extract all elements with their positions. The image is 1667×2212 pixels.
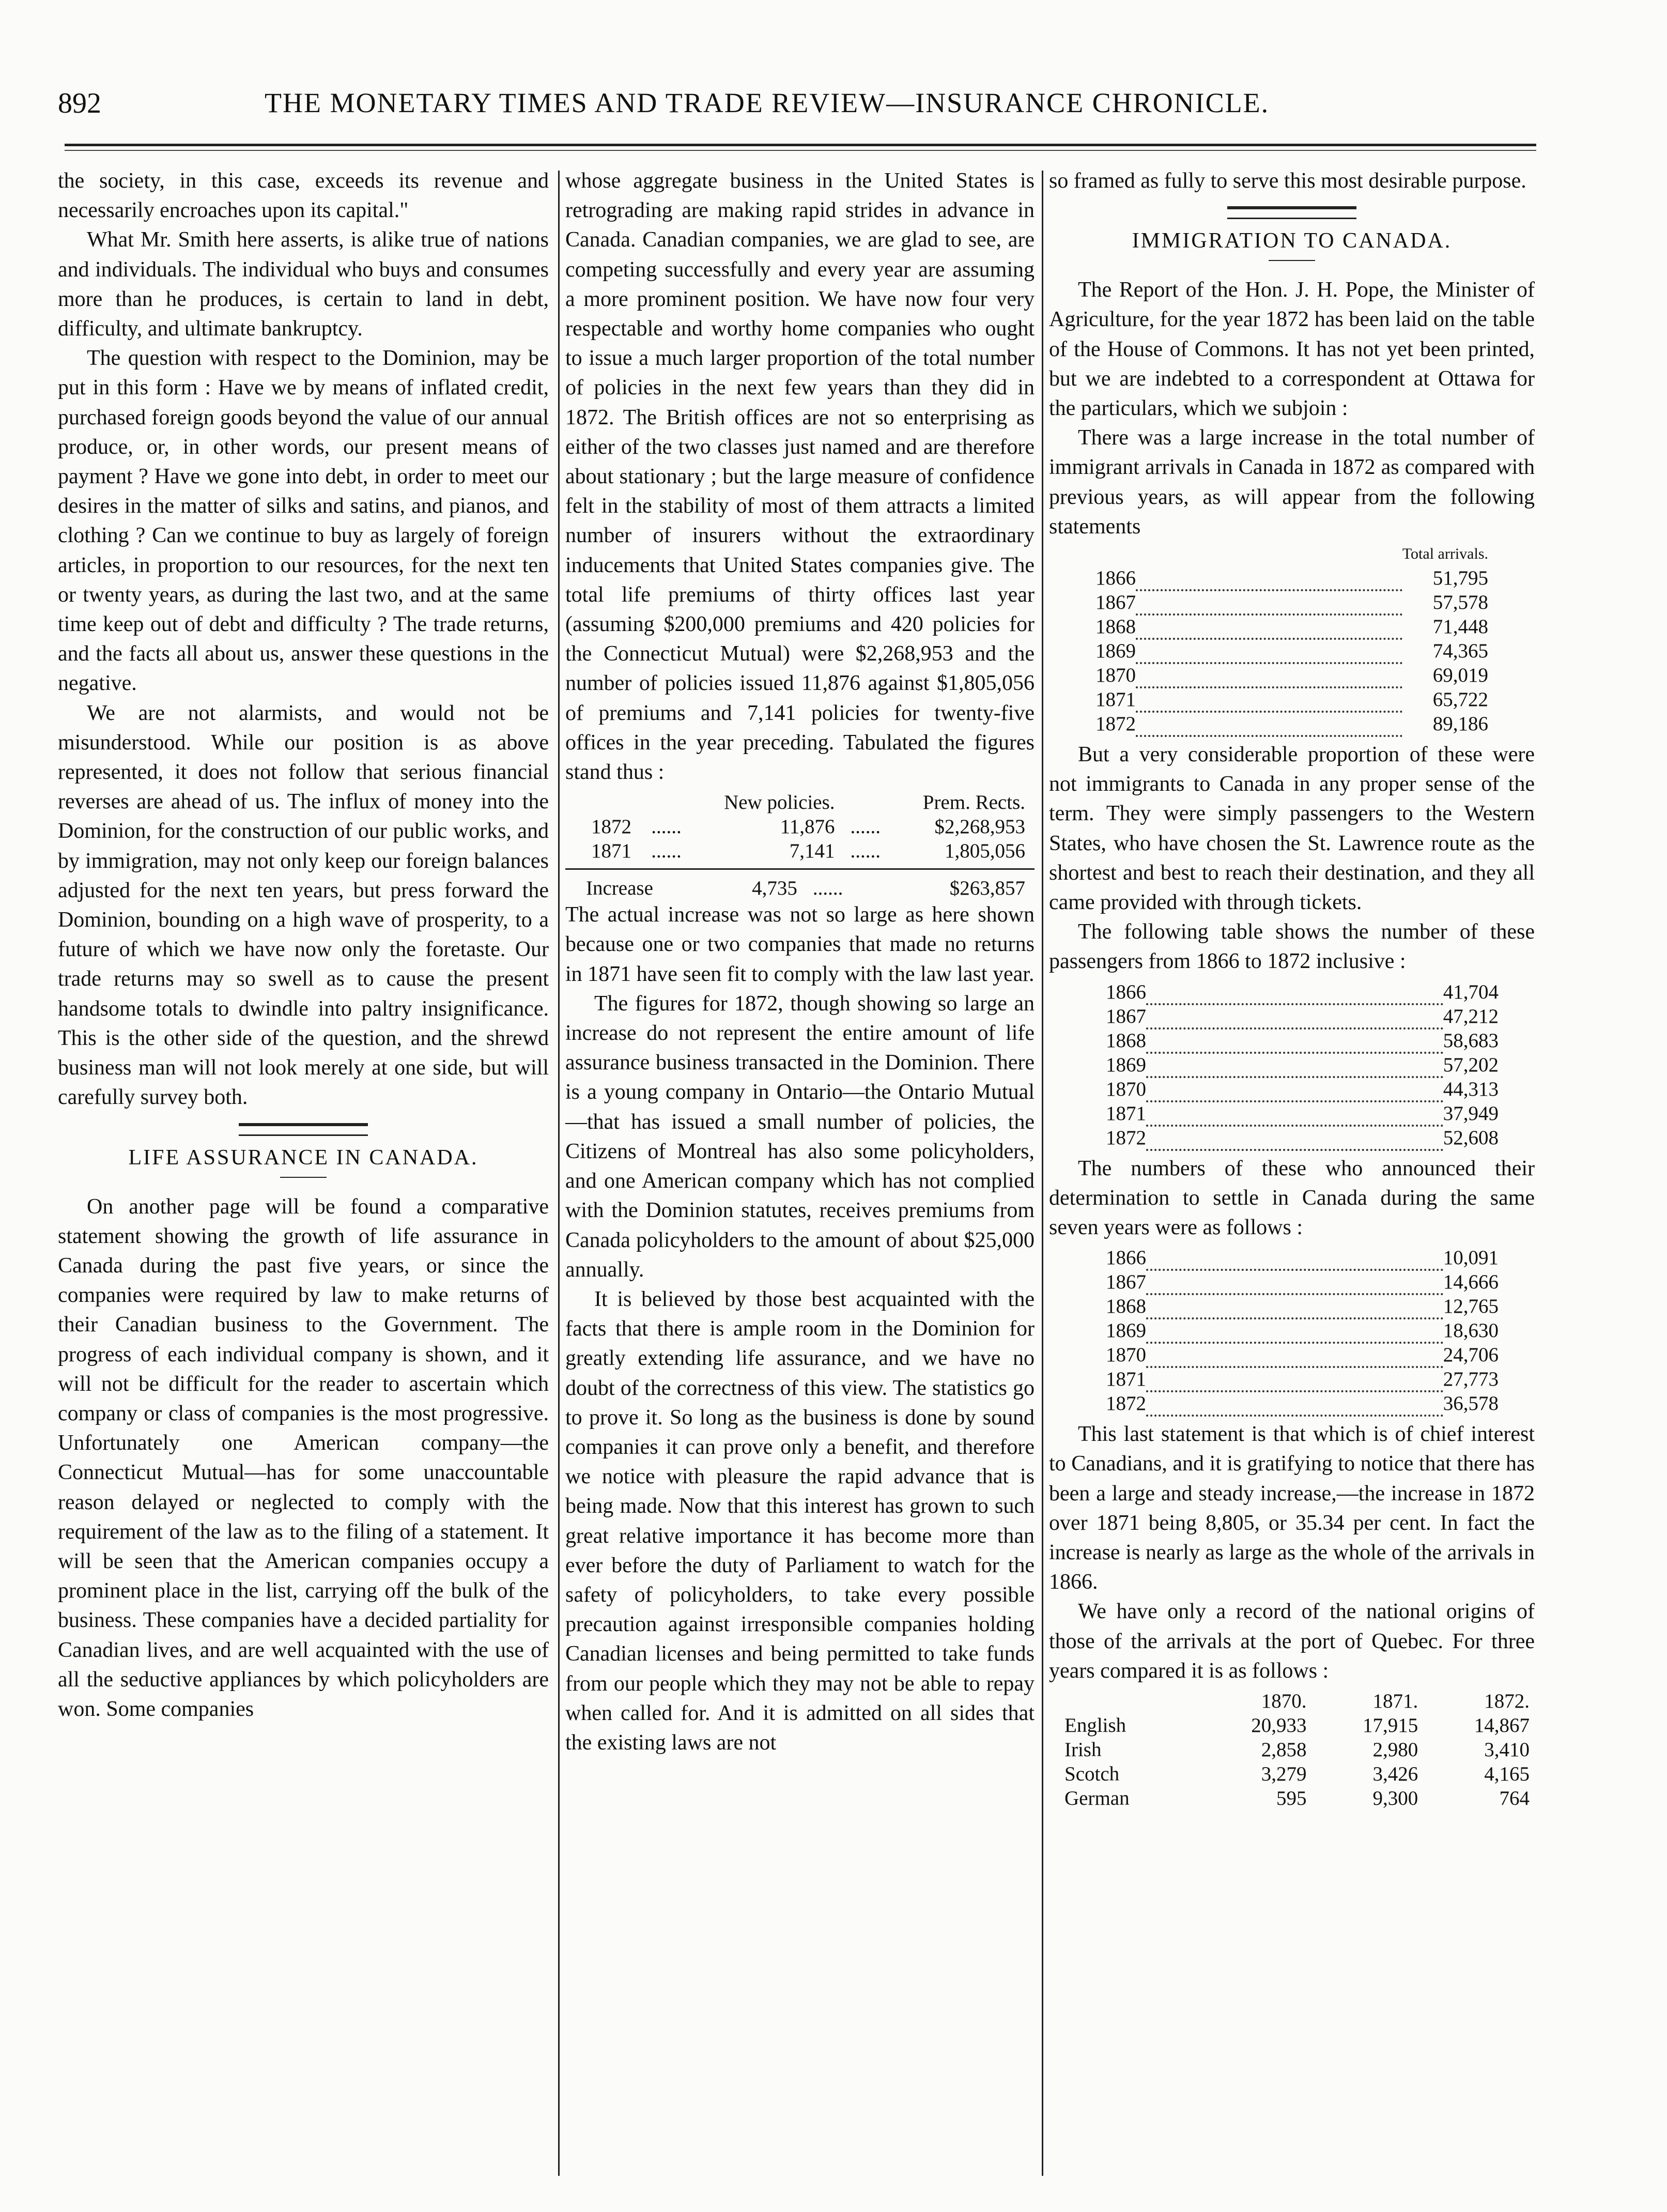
table-row: [1106, 1367, 1499, 1391]
row-year: 1870: [1106, 1078, 1146, 1100]
table-header-row: [1095, 542, 1488, 566]
table-row: [1106, 1391, 1499, 1416]
row-year: 1872: [1106, 1392, 1146, 1415]
row-value: 37,949: [1443, 1102, 1499, 1125]
leader-dots: [1146, 1318, 1443, 1343]
paragraph: so framed as fully to serve this most desirable purpose.: [1049, 169, 1526, 193]
paragraph: On another page will be found a comparative statement showing the growth of life assurance in Canada during the past five years, or since the companies were required by law to make returns of their Canadian business to the Government. The progress of each individual company is shown, and it will not be difficult for the reader to ascertain which company or class of companies is the most progressive. Unfortunately one American company—the Connecticut Mutual—has for some unaccountable reason delayed or neglected to comply with the requirement of the law as to the filing of a statement. It will be seen that the American companies occupy a prominent place in the list, carrying off the bulk of the business. These companies have a decided partiality for Canadian lives, and are well acquainted with the use of all the seductive appliances by which policyholders are won. Some companies: [58, 1194, 549, 1721]
leader-dots: [1146, 1101, 1443, 1126]
page-header: [58, 87, 1536, 128]
row-value: 65,722: [1432, 688, 1488, 711]
paragraph: What Mr. Smith here asserts, is alike true of nations and individuals. The individual who buys and consumes more than he produces, is certain to land in debt, difficulty, and ultimate bankruptcy.: [58, 228, 549, 341]
row-year: 1869: [1095, 640, 1136, 663]
col-header-new-policies: New policies.: [724, 791, 835, 814]
origin-value: 14,867: [1474, 1714, 1530, 1737]
table-row: [1106, 1028, 1499, 1053]
col-header-year: 1872.: [1484, 1690, 1530, 1713]
table-row: [1106, 1053, 1499, 1077]
leader-dots: [1146, 1367, 1443, 1391]
section-heading-life-assurance: LIFE ASSURANCE IN CANADA.: [128, 1145, 479, 1170]
row-value: 10,091: [1443, 1247, 1499, 1269]
increase-premiums: $263,857: [949, 877, 1025, 900]
row-year: 1872: [1095, 713, 1136, 735]
paragraph: The figures for 1872, though showing so large an increase do not represent the entire amount of life assurance business transacted in the Dominion. There is a young company in Ontario—the Ontario Mutual—that has issued a small number of policies, the Citizens of Montreal has also some policyholders, and one American company which has not complied with the Dominion statutes, receives premiums from Canada policyholders to the amount of about $25,000 annually.: [565, 991, 1035, 1282]
paragraph: This last statement is that which is of chief interest to Canadians, and it is gratifying to notice that there has been a large and steady increase,—the increase in 1872 over 1871 being 8,805, or 35.34 per cent. In fact the increase is nearly as large as the whole of the arrivals in 1866.: [1049, 1422, 1535, 1594]
paragraph: But a very considerable proportion of these were not immigrants to Canada in any proper sense of the term. They were simply passengers to the Western States, who have chosen the St. Lawrence route as the shortest and best to reach their destination, and they all came provided with through tickets.: [1049, 743, 1535, 915]
table-row: [1095, 687, 1488, 712]
col-header-prem-rects: Prem. Rects.: [922, 791, 1025, 814]
row-year: 1872: [591, 816, 631, 838]
row-year: 1868: [1106, 1295, 1146, 1318]
table-row: [1095, 712, 1488, 736]
table-row: [1106, 980, 1499, 1004]
leader-dots: [1146, 1270, 1443, 1294]
header-rule-thin: [65, 150, 1536, 151]
table-header-row: [1064, 1689, 1530, 1713]
origin-value: 764: [1499, 1787, 1530, 1810]
leader-dots: [1146, 1126, 1443, 1150]
table-row: [1095, 615, 1488, 639]
leader-dots: [1136, 590, 1402, 615]
table-row: [1106, 1318, 1499, 1343]
table-header-row: [591, 790, 1025, 815]
origin-value: 20,933: [1251, 1714, 1307, 1737]
origin-value: 3,279: [1261, 1763, 1307, 1786]
table-row: [1064, 1713, 1530, 1738]
paragraph: The numbers of these who announced their determination to settle in Canada during the same seven years were as follows :: [1049, 1156, 1535, 1240]
row-value: 74,365: [1432, 640, 1488, 663]
column-divider-2: [1042, 171, 1043, 2176]
increase-row: [586, 876, 1025, 900]
origin-value: 3,410: [1484, 1739, 1530, 1761]
table-row: [1106, 1294, 1499, 1318]
row-value: 57,202: [1443, 1053, 1499, 1076]
header-rule: [65, 144, 1536, 146]
row-year: 1871: [1106, 1102, 1146, 1125]
col-header-year: 1870.: [1261, 1690, 1307, 1713]
row-value: 27,773: [1443, 1368, 1499, 1391]
leader-dots: [1136, 566, 1402, 590]
origin-name: Scotch: [1064, 1763, 1120, 1786]
row-year: 1868: [1106, 1029, 1146, 1052]
leader-dots: [1136, 639, 1402, 663]
paragraph: The question with respect to the Dominion, may be put in this form : Have we by means of inflated credit, purchased foreign goods beyond the value of our annual produce, or, in other words, our present means of payment ? Have we gone into debt, in order to meet our desires in the matter of silks and satins, and pianos, and clothing ? Can we continue to buy as largely of foreign articles, in proportion to our resources, for the next ten or twenty years, as during the last two, and at the same time keep out of debt and difficulty ? The trade returns, and the facts all about us, answer these questions in the negative.: [58, 346, 549, 696]
table-row: [1106, 1101, 1499, 1126]
leader-dots: [1136, 687, 1402, 712]
table-row: [1095, 663, 1488, 687]
row-year: 1869: [1106, 1319, 1146, 1342]
table-row: [1095, 639, 1488, 663]
leader-dots: [1146, 1028, 1443, 1053]
table-row: [1106, 1343, 1499, 1367]
row-premiums: 1,805,056: [945, 840, 1025, 863]
leader-dots: [1146, 1077, 1443, 1101]
row-value: 58,683: [1443, 1029, 1499, 1052]
table-row: [591, 815, 1025, 839]
table-rule: [565, 868, 1035, 870]
paragraph: The following table shows the number of these passengers from 1866 to 1872 inclusive :: [1049, 920, 1535, 974]
row-year: 1871: [1095, 688, 1136, 711]
row-year: 1871: [591, 840, 631, 863]
row-dots: ......: [850, 816, 881, 838]
row-value: 41,704: [1443, 980, 1499, 1003]
row-value: 47,212: [1443, 1005, 1499, 1027]
paragraph: There was a large increase in the total number of immigrant arrivals in Canada in 1872 as compared with previous years, as will appear from the following statements: [1049, 426, 1535, 539]
settlers-table: [1106, 1246, 1499, 1417]
row-year: 1866: [1095, 567, 1136, 590]
row-year: 1868: [1095, 616, 1136, 638]
row-year: 1867: [1106, 1005, 1146, 1027]
row-dots: ......: [812, 877, 843, 900]
row-dots: ......: [651, 816, 682, 838]
origin-value: 4,165: [1484, 1763, 1530, 1786]
row-value: 69,019: [1432, 664, 1488, 687]
col-header-total-arrivals: Total arrivals.: [1402, 545, 1488, 563]
origin-value: 2,980: [1372, 1739, 1418, 1761]
national-origins-table: [1064, 1689, 1530, 1810]
row-year: 1870: [1095, 664, 1136, 687]
row-year: 1872: [1106, 1126, 1146, 1149]
table-row: [591, 839, 1025, 863]
paragraph: The actual increase was not so large as here shown because one or two companies that made no returns in 1871 have seen fit to comply with the law last year.: [565, 903, 1035, 986]
table-row: [1106, 1004, 1499, 1028]
row-value: 44,313: [1443, 1078, 1499, 1100]
row-year: 1871: [1106, 1368, 1146, 1391]
row-value: 89,186: [1432, 713, 1488, 735]
row-premiums: $2,268,953: [934, 816, 1025, 838]
origin-name: Irish: [1064, 1739, 1102, 1761]
passengers-table: [1106, 980, 1499, 1151]
paragraph: It is believed by those best acquainted with the facts that there is ample room in the Dominion for greatly extending life assurance, and we have no doubt of the correctness of this view. The statistics go to prove it. So long as the business is done by sound companies it can prove only a benefit, and therefore we notice with pleasure the rapid advance that is being made. Now that this interest has grown to such great relative importance it has become more than ever before the duty of Parliament to watch for the safety of policyholders, to take every possible precaution against irresponsible companies holding Canadian licenses and being permitted to take funds from our people which they may not be able to repay when called for. And it is admitted on all sides that the existing laws are not: [565, 1287, 1035, 1755]
row-value: 12,765: [1443, 1295, 1499, 1318]
leader-dots: [1146, 1246, 1443, 1270]
row-value: 57,578: [1432, 591, 1488, 614]
section-rule: [1227, 206, 1356, 219]
table-row: [1106, 1077, 1499, 1101]
table-row: [1095, 566, 1488, 590]
leader-dots: [1136, 663, 1402, 687]
row-value: 24,706: [1443, 1344, 1499, 1366]
page-number: 892: [58, 87, 101, 119]
paragraph: We have only a record of the national origins of those of the arrivals at the port of Quebec. For three years compared it is as follows :: [1049, 1600, 1535, 1683]
origin-value: 9,300: [1372, 1787, 1418, 1810]
table-row: [1064, 1762, 1530, 1786]
leader-dots: [1146, 980, 1443, 1004]
increase-label: Increase: [586, 877, 653, 900]
publication-title: THE MONETARY TIMES AND TRADE REVIEW—INSURANCE CHRONICLE.: [265, 87, 1270, 118]
origin-value: 595: [1276, 1787, 1307, 1810]
table-row: [1106, 1246, 1499, 1270]
origin-value: 17,915: [1362, 1714, 1418, 1737]
paragraph: whose aggregate business in the United States is retrograding are making rapid strides in advance in Canada. Canadian companies, we are glad to see, are competing successfully and every year are assuming a more prominent position. We have now four very respectable and worthy home companies who ought to issue a much larger proportion of the total number of policies in the next few years than they did in 1872. The British offices are not so enterprising as either of the two classes just named and are therefore about stationary ; but the large measure of confidence felt in the stability of most of them attracts a limited number of insurers without the extraordinary inducements that United States companies give. The total life premiums of thirty offices last year (assuming $200,000 premiums and 420 policies for the Connecticut Mutual) were $2,268,953 and the number of policies issued 11,876 against $1,805,056 of premiums and 7,141 policies for twenty-five offices in the year preceding. Tabulated the figures stand thus :: [565, 169, 1035, 785]
table-row: [1064, 1786, 1530, 1810]
column-3: [1049, 166, 1535, 1810]
total-arrivals-table: [1095, 542, 1488, 737]
row-year: 1866: [1106, 1247, 1146, 1269]
origin-name: German: [1064, 1787, 1130, 1810]
origin-value: 3,426: [1372, 1763, 1418, 1786]
heading-underline: [1269, 260, 1315, 261]
row-value: 71,448: [1432, 616, 1488, 638]
row-year: 1869: [1106, 1053, 1146, 1076]
leader-dots: [1146, 1294, 1443, 1318]
paragraph: We are not alarmists, and would not be misunderstood. While our position is as above represented, it does not follow that serious financial reverses are ahead of us. The influx of money into the Dominion, for the construction of our public works, and by immigration, may not only keep our foreign balances adjusted for the next ten years, but press forward the Dominion, bounding on a high wave of prosperity, to a future of which we have now only the foretaste. Our trade returns may so swell as to cause the present handsome totals to dwindle into paltry insignificance. This is the other side of the question, and the shrewd business man will not look merely at one side, but will carefully survey both.: [58, 701, 549, 1110]
row-value: 36,578: [1443, 1392, 1499, 1415]
row-policies: 11,876: [780, 816, 835, 838]
life-policies-increase: [586, 876, 1025, 900]
leader-dots: [1146, 1343, 1443, 1367]
col-header-year: 1871.: [1372, 1690, 1418, 1713]
column-divider-1: [558, 171, 560, 2176]
table-row: [1064, 1738, 1530, 1762]
origin-value: 2,858: [1261, 1739, 1307, 1761]
row-year: 1867: [1106, 1271, 1146, 1294]
row-year: 1867: [1095, 591, 1136, 614]
table-row: [1106, 1126, 1499, 1150]
leader-dots: [1146, 1004, 1443, 1028]
heading-underline: [280, 1177, 327, 1178]
leader-dots: [1136, 615, 1402, 639]
row-value: 52,608: [1443, 1126, 1499, 1149]
row-dots: ......: [850, 840, 881, 863]
row-dots: ......: [651, 840, 682, 863]
table-row: [1095, 590, 1488, 615]
section-heading-immigration: IMMIGRATION TO CANADA.: [1132, 229, 1452, 253]
origin-name: English: [1064, 1714, 1126, 1737]
row-value: 14,666: [1443, 1271, 1499, 1294]
row-year: 1866: [1106, 980, 1146, 1003]
row-year: 1870: [1106, 1344, 1146, 1366]
section-rule: [239, 1123, 368, 1136]
leader-dots: [1146, 1053, 1443, 1077]
row-value: 18,630: [1443, 1319, 1499, 1342]
paragraph: The Report of the Hon. J. H. Pope, the Minister of Agriculture, for the year 1872 has been laid on the table of the House of Commons. It has not yet been printed, but we are indebted to a correspondent at Ottawa for the particulars, which we subjoin :: [1049, 278, 1535, 421]
column-2: [565, 166, 1035, 1758]
column-1: [58, 166, 549, 1724]
leader-dots: [1146, 1391, 1443, 1416]
paragraph: the society, in this case, exceeds its revenue and necessarily encroaches upon its capital.": [58, 169, 549, 223]
life-policies-table: [591, 790, 1025, 863]
row-value: 51,795: [1432, 567, 1488, 590]
leader-dots: [1136, 712, 1402, 736]
table-row: [1106, 1270, 1499, 1294]
increase-policies: 4,735: [752, 877, 797, 900]
row-policies: 7,141: [789, 840, 835, 863]
